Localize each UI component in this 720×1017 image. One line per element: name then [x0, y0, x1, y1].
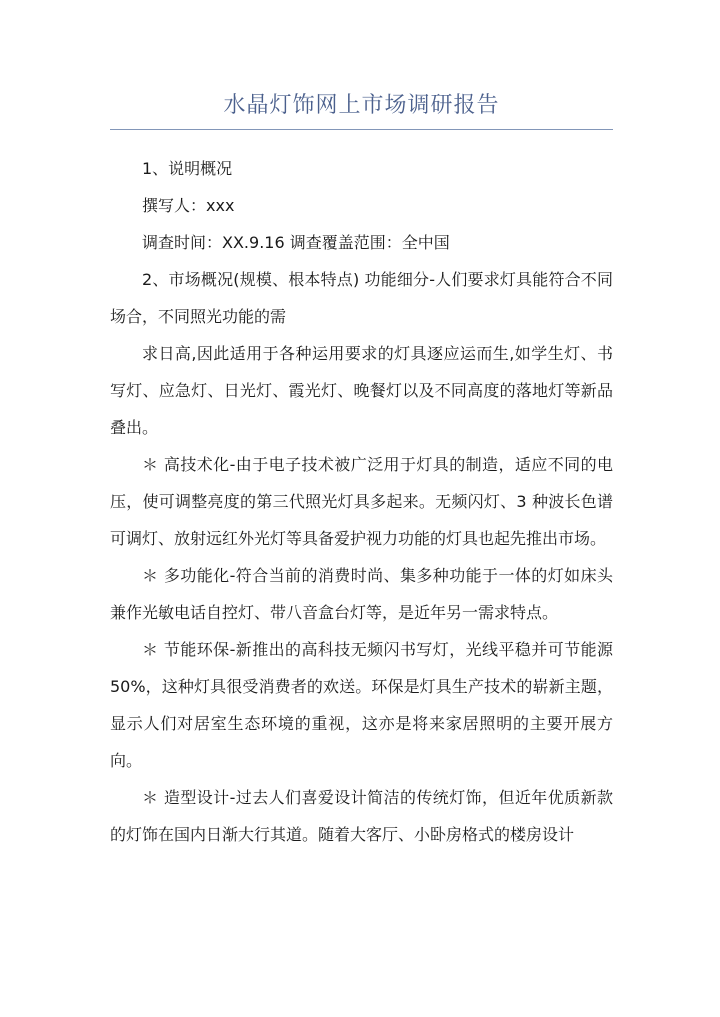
title-divider [110, 129, 613, 130]
paragraph-demand: 求日高,因此适用于各种运用要求的灯具逐应运而生,如学生灯、书写灯、应急灯、日光灯、霞光灯、晚餐灯以及不同高度的落地灯等新品叠出。 [110, 344, 613, 437]
document-body [110, 150, 613, 853]
section-heading-market: 2、市场概况(规模、根本特点) 功能细分-人们要求灯具能符合不同场合，不同照光功能的需 [110, 270, 613, 326]
author-line: 撰写人：xxx [142, 196, 235, 215]
section-heading-overview: 1、说明概况 [142, 159, 233, 178]
paragraph-design: ＊ 造型设计-过去人们喜爱设计简洁的传统灯饰，但近年优质新款的灯饰在国内日渐大行其道。随着大客厅、小卧房格式的楼房设计 [110, 788, 613, 844]
survey-info-line: 调查时间：XX.9.16 调查覆盖范围：全中国 [142, 233, 450, 252]
paragraph-multifunction: ＊ 多功能化-符合当前的消费时尚、集多种功能于一体的灯如床头兼作光敏电话自控灯、带八音盒台灯等，是近年另一需求特点。 [110, 566, 613, 622]
paragraph-energy-saving: ＊ 节能环保-新推出的高科技无频闪书写灯，光线平稳并可节能源 50%，这种灯具很受消费者的欢送。环保是灯具生产技术的崭新主题，显示人们对居室生态环境的重视，这亦是将来家居照明的主要开展方向。 [110, 640, 613, 770]
document-title: 水晶灯饰网上市场调研报告 [223, 93, 500, 118]
paragraph-high-tech: ＊ 高技术化-由于电子技术被广泛用于灯具的制造，适应不同的电压，使可调整亮度的第三代照光灯具多起来。无频闪灯、3 种波长色谱可调灯、放射远红外光灯等具备爱护视力功能的灯具也起先推出市场。 [110, 455, 613, 548]
